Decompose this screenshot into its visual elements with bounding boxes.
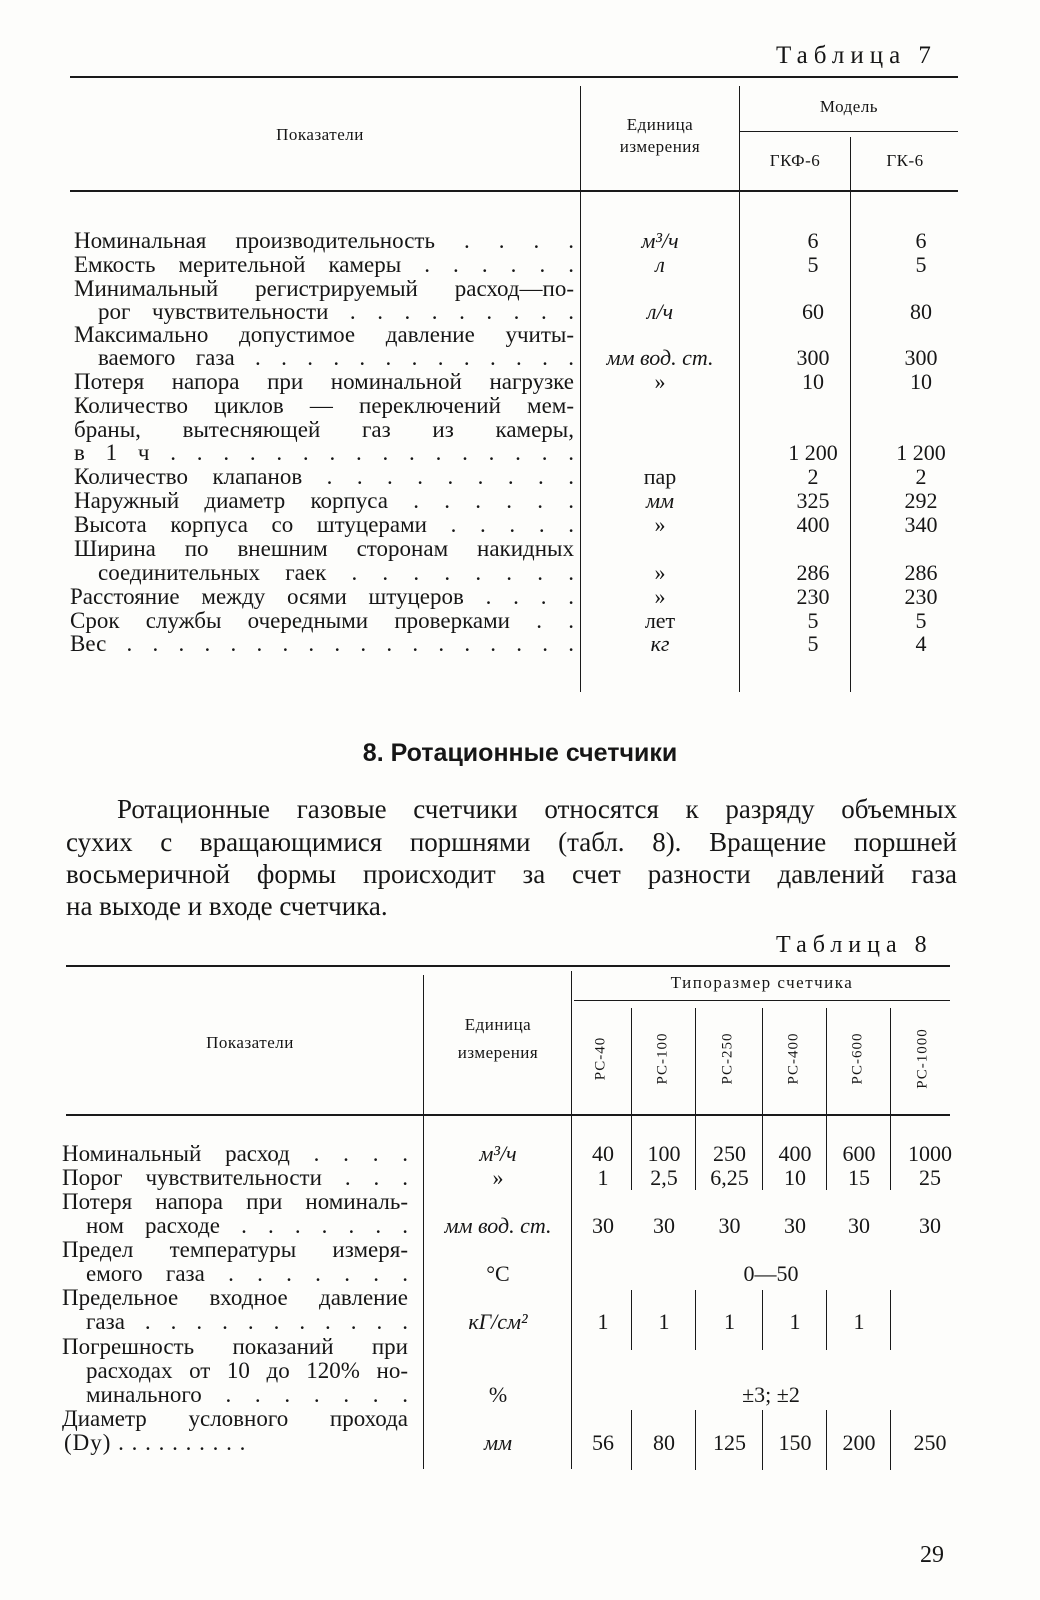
table7-row-label: Срок службы очередными проверками . . xyxy=(70,609,574,633)
table8-row-unit: кГ/см² xyxy=(468,1309,528,1334)
table7-row-label-cont: ваемого газа . . . . . . . . . . . . . xyxy=(98,346,574,370)
table8-col-header: РС-40 xyxy=(592,1036,609,1081)
table7-row-v2: 1 200 xyxy=(896,440,946,465)
paragraph-line: сухих с вращающимися поршнями (табл. 8). Вращение поршней xyxy=(66,827,957,857)
table7-row-unit: » xyxy=(654,560,666,585)
table7-row-v2: 300 xyxy=(904,345,938,370)
table8-col-header: РС-1000 xyxy=(914,1028,931,1089)
table8-cell: 200 xyxy=(842,1430,876,1455)
table8-vrule xyxy=(571,971,572,1469)
table7-header-rule xyxy=(70,190,958,192)
table7-row-label: Расстояние между осями штуцеров . . . . xyxy=(70,585,574,609)
table7-row-label: Номинальная производительность . . . . xyxy=(74,229,574,253)
table7-row-unit: мм xyxy=(645,488,675,513)
table8-cell: 1 xyxy=(724,1309,735,1334)
table8-cell: 30 xyxy=(848,1213,870,1238)
table7-row-v2: 5 xyxy=(915,608,927,633)
table7-row-unit: » xyxy=(654,512,666,537)
table7-row-v2: 2 xyxy=(915,464,927,489)
table7-row-v1: 6 xyxy=(807,228,819,253)
table8-col-header: РС-400 xyxy=(785,1032,802,1085)
table7-header-unit-1: Единица xyxy=(626,115,694,134)
table7-row-v1: 1 200 xyxy=(788,440,838,465)
table7-row-label: Количество циклов — переключений мем- xyxy=(74,394,574,418)
table8-merged-cell: 0—50 xyxy=(743,1261,799,1286)
table7-row-label-cont: рог чувствительности . . . . . . . . . xyxy=(98,300,574,324)
table7-row-unit: м³/ч xyxy=(641,228,679,253)
table8-cell: 56 xyxy=(592,1430,614,1455)
table7-header-indicators: Показатели xyxy=(276,125,364,144)
table8-row-unit: мм xyxy=(483,1430,513,1455)
table7-row-label-cont: соединительных гаек . . . . . . . . xyxy=(98,561,574,585)
table8-vrule xyxy=(826,1290,827,1350)
table7-row-label: Емкость мерительной камеры . . . . . . xyxy=(74,253,574,277)
table7-row-label: Потеря напора при номинальной нагрузке xyxy=(74,370,574,394)
table7-row-v1: 400 xyxy=(796,512,830,537)
table7-row-unit: » xyxy=(654,369,666,394)
table7-header-col1: ГКФ-6 xyxy=(769,151,821,170)
table7-row-v2: 6 xyxy=(915,228,927,253)
table7-row-v1: 286 xyxy=(796,560,830,585)
table8-row-label: Предельное входное давление xyxy=(62,1286,408,1310)
section-heading: 8. Ротационные счетчики xyxy=(362,739,678,767)
table7-row-unit: пар xyxy=(643,464,677,489)
table8-row-label-cont: газа . . . . . . . . . . . xyxy=(86,1310,408,1334)
table8-vrule xyxy=(890,1410,891,1470)
table8-vrule xyxy=(762,1410,763,1470)
table8-vrule xyxy=(695,1008,696,1190)
table8-row-label-cont: ном расходе . . . . . . . xyxy=(86,1214,408,1238)
table7-row-label-cont: браны, вытесняющей газ из камеры, xyxy=(74,418,574,442)
table8-row-label: Порог чувствительности . . . xyxy=(62,1166,408,1190)
table8-cell: 30 xyxy=(653,1213,675,1238)
table7-row-label: Количество клапанов . . . . . . . . . xyxy=(74,465,574,489)
table8-row-label-cont: минального . . . . . . . xyxy=(86,1383,408,1407)
table7-caption: Таблица 7 xyxy=(776,42,937,69)
table8-header-group: Типоразмер счетчика xyxy=(670,973,854,992)
table7-row-unit: л/ч xyxy=(646,299,674,324)
table7-row-label-cont: в 1 ч . . . . . . . . . . . . . . . . xyxy=(74,441,574,465)
table8-header-indicators: Показатели xyxy=(206,1033,294,1052)
table8-col-header: РС-100 xyxy=(654,1032,671,1085)
table8-cell: 25 xyxy=(919,1165,941,1190)
table7-top-rule xyxy=(70,76,958,78)
table7-row-label: Ширина по внешним сторонам накидных xyxy=(74,537,574,561)
table7-row-v2: 340 xyxy=(904,512,938,537)
table8-row-unit: мм вод. ст. xyxy=(444,1213,552,1238)
table8-cell: 10 xyxy=(784,1165,806,1190)
table8-header-unit-2: измерения xyxy=(457,1043,539,1062)
table8-cell: 600 xyxy=(842,1141,876,1166)
paragraph-line: Ротационные газовые счетчики относятся к разряду объемных xyxy=(117,794,957,824)
table7-row-v1: 5 xyxy=(807,631,819,656)
table8-row-unit: м³/ч xyxy=(479,1141,517,1166)
table8-cell: 30 xyxy=(784,1213,806,1238)
table7-row-label: Высота корпуса со штуцерами . . . . . xyxy=(74,513,574,537)
table8-vrule xyxy=(890,1008,891,1190)
table7-row-v1: 2 xyxy=(807,464,819,489)
table7-row-unit: » xyxy=(654,584,666,609)
table7-row-v1: 5 xyxy=(807,252,819,277)
table7-row-v1: 325 xyxy=(796,488,830,513)
table8-merged-cell: ±3; ±2 xyxy=(742,1382,800,1407)
table8-cell: 1 xyxy=(658,1309,670,1334)
table8-cell: 250 xyxy=(913,1430,947,1455)
table8-row-label: Диаметр условного прохода xyxy=(62,1407,408,1431)
table8-row-label: Потеря напора при номиналь- xyxy=(62,1190,408,1214)
table8-vrule xyxy=(890,1290,891,1350)
table7-header-col2: ГК-6 xyxy=(886,151,924,170)
table8-row-unit: % xyxy=(488,1382,508,1407)
table8-cell: 1 xyxy=(597,1309,609,1334)
table8-cell: 1000 xyxy=(908,1141,952,1166)
table8-vrule xyxy=(826,1410,827,1470)
table7-row-v2: 286 xyxy=(904,560,938,585)
table7-row-v1: 300 xyxy=(796,345,830,370)
table8-cell: 400 xyxy=(778,1141,812,1166)
table7-row-label: Максимально допустимое давление учиты- xyxy=(74,323,574,347)
table7-row-v2: 80 xyxy=(910,299,932,324)
table8-header-rule xyxy=(66,1114,950,1116)
table8-col-header: РС-250 xyxy=(719,1032,736,1085)
table7-row-v1: 5 xyxy=(807,608,819,633)
table8-vrule xyxy=(695,1290,696,1350)
table8-cell: 30 xyxy=(919,1213,941,1238)
table8-row-unit: » xyxy=(492,1165,504,1190)
table8-group-rule xyxy=(574,1000,950,1001)
table8-cell: 150 xyxy=(778,1430,812,1455)
table7-vrule-2 xyxy=(739,86,740,692)
table8-top-rule xyxy=(66,965,950,967)
table8-cell: 6,25 xyxy=(710,1165,749,1190)
table8-vrule xyxy=(826,1008,827,1190)
table8-row-label: Погрешность показаний при xyxy=(62,1335,408,1359)
table7-row-unit: л xyxy=(655,252,665,277)
table8-cell: 1 xyxy=(853,1309,865,1334)
table7-header-model: Модель xyxy=(819,97,879,116)
table8-cell: 125 xyxy=(713,1430,746,1455)
paragraph-line: восьмеричной формы происходит за счет разности давлений газа xyxy=(66,859,957,889)
table8-row-label-cont: расходах от 10 до 120% но- xyxy=(86,1359,408,1383)
table8-cell: 30 xyxy=(718,1213,741,1238)
table7-model-rule xyxy=(740,131,958,132)
table7-row-unit: лет xyxy=(644,608,676,633)
paragraph-line: на выходе и входе счетчика. xyxy=(66,891,388,921)
table7-row-v1: 10 xyxy=(802,369,824,394)
table8-cell: 250 xyxy=(713,1141,746,1166)
table8-cell: 100 xyxy=(647,1141,681,1166)
table8-row-label-cont: емого газа . . . . . . . xyxy=(86,1262,408,1286)
table8-row-unit: °С xyxy=(486,1261,510,1286)
table8-cell: 30 xyxy=(592,1213,614,1238)
table8-row-label: Номинальный расход . . . . xyxy=(62,1142,408,1166)
table7-row-v2: 4 xyxy=(915,631,927,656)
table7-row-v2: 292 xyxy=(904,488,938,513)
table8-cell: 80 xyxy=(653,1430,675,1455)
table7-row-v1: 60 xyxy=(802,299,824,324)
table7-vrule-1 xyxy=(580,86,581,692)
table8-cell: 2,5 xyxy=(650,1165,678,1190)
table8-vrule xyxy=(423,975,424,1469)
table7-row-v2: 5 xyxy=(915,252,927,277)
table7-row-label: Наружный диаметр корпуса . . . . . . xyxy=(74,489,574,513)
table8-cell: 1 xyxy=(597,1165,609,1190)
table7-header-unit-2: измерения xyxy=(619,137,701,156)
table8-cell: 40 xyxy=(592,1141,614,1166)
table7-row-v2: 230 xyxy=(904,584,938,609)
page-number: 29 xyxy=(920,1542,944,1568)
table8-row-label-cont: (Dу) . . . . . . . . . . xyxy=(64,1431,247,1455)
table7-row-v2: 10 xyxy=(910,369,932,394)
table7-row-label: Минимальный регистрируемый расход—по- xyxy=(74,277,574,301)
table8-col-header: РС-600 xyxy=(849,1032,866,1085)
table7-row-unit: кг xyxy=(650,631,670,656)
table8-header-unit-1: Единица xyxy=(464,1015,532,1034)
table7-row-unit: мм вод. ст. xyxy=(606,345,714,370)
table8-vrule xyxy=(762,1290,763,1350)
table8-caption: Таблица 8 xyxy=(776,932,933,958)
table8-vrule xyxy=(762,1008,763,1190)
table8-cell: 1 xyxy=(789,1309,801,1334)
table8-row-label: Предел температуры измеря- xyxy=(62,1238,408,1262)
table7-row-label: Вес . . . . . . . . . . . . . . . . . . xyxy=(70,632,574,656)
table8-cell: 15 xyxy=(848,1165,870,1190)
table8-vrule xyxy=(695,1410,696,1470)
table7-row-v1: 230 xyxy=(796,584,830,609)
